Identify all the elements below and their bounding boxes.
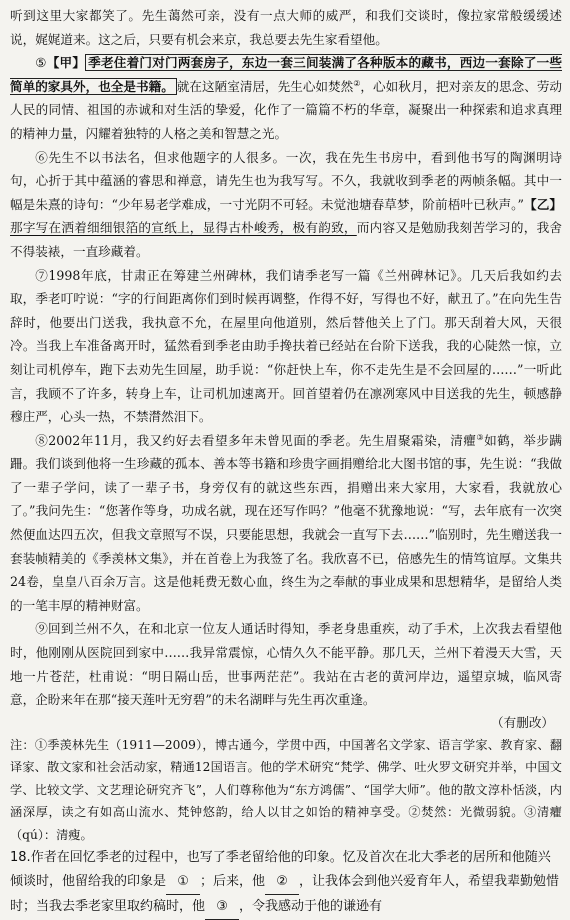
paragraph-8-text-b: 如鹤，举步蹒跚。我们谈到他将一生珍藏的孤本、善本等书籍和珍贵字画捐赠给北大图书馆的事，先生说：“我做了一辈子学问，读了一辈子书，身旁仅有的就这些东西，捐赠出来大家用，大家看，我就放心了。”我问先生：“您著作等身，功成名就，现在还写作吗？”他毫不犹豫地说：“写，去年底有一次突然便血达四五次，但我文章照写不误，只要能思想，我就会一直写下去……”临别时，先生赠送我一套装帧精美的《季羡林文集》，并在首卷上为我签了名。我欣喜不已，倍感先生的情笃谊厚。文集共24卷，皇皇八百余万言。这是他耗费无数心血，终生为之奉献的事业成果和思想精华，是留给人类的一笔丰厚的精神财富。: [10, 432, 563, 613]
footnote-ref-3: ③: [476, 432, 485, 442]
paragraph-6-text-a: 先生不以书法名，但求他题字的人很多。一次，我在先生书房中，看到他书写的陶渊明诗句，心折于其中蕴涵的睿思和禅意，请先生也为我写写。不久，我就收到季老的两帧条幅。其中一幅是朱熹的诗句：“少年易老学难成，一寸光阴不可轻。未觉池塘春草梦，阶前梧叶已秋声。”: [10, 149, 563, 212]
paragraph-5: [10, 51, 562, 145]
question-text-d: ，令我感动于他的谦逊有: [239, 899, 383, 915]
question-text-c: ，让我体会到他兴爱育年人，希望我辈勤勉惜时；当我去季老家里取约稿时，他: [10, 874, 560, 915]
marker-jia: 【甲】: [46, 55, 86, 71]
paragraph-number: ⑥: [35, 149, 49, 165]
paragraph-number: ⑧: [35, 432, 49, 448]
paragraph-number: ⑤: [35, 55, 47, 71]
question-text-b: ；后来，他: [200, 874, 266, 890]
annotation-notes: [10, 734, 562, 847]
question-18: [10, 846, 562, 920]
paragraph-8-text-a: 2002年11月，我又约好去看望多年未曾见面的季老。先生眉聚霜染，清癯: [48, 432, 477, 448]
notes-label: 注：: [10, 737, 35, 752]
paragraph-5-text-b: ，心如秋月，把对亲友的思念、劳动人民的同情、祖国的赤诚和对生活的挚爱，化作了一篇篇不朽的华章，凝聚出一种探索和追求真理的精神力量，闪耀着独特的人格之美和智慧之光。: [10, 78, 563, 141]
paragraph-5-text-a: 就在这陋室清居，先生心如焚然: [176, 78, 354, 94]
answer-blank-3[interactable]: ③: [205, 895, 239, 920]
paragraph-intro: 听到这里大家都笑了。先生蔼然可亲，没有一点大师的威严，和我们交谈时，像拉家常般缓缓述说，娓娓道来。这之后，只要有机会来京，我总要去先生家看望他。: [10, 8, 562, 47]
notes-text: ①季羡林先生（1911—2009），博古通今，学贯中西，中国著名文学家、语言学家、教育家、翻译家、散文家和社会活动家，精通12国语言。他的学术研究“梵学、佛学、吐火罗文研究并举，中国文学、比较文学、文艺理论研究齐飞”，人们尊称他为“东方鸿儒”、“国学大师”。他的散文淳朴恬淡，内涵深厚，读之有如高山流水、梵钟悠韵，给人以甘之如饴的精神享受。②焚然：光微弱貌。③清癯（qú）：清瘦。: [10, 737, 563, 842]
paragraph-9-text: 回到兰州不久，在和北京一位友人通话时得知，季老身患重疾，动了手术，上次我去看望他时，他刚刚从医院回到家中……我异常震惊，心情久久不能平静。那几天，兰州下着漫天大雪，天地一片苍茫，杜甫说：“明日隔山岳，世事两茫茫”。我站在古老的黄河岸边，遥望京城，临风寄意，企盼来年在那“接天莲叶无穷碧”的未名湖畔与先生再次重逢。: [10, 621, 563, 708]
answer-blank-2[interactable]: ②: [265, 870, 299, 895]
underlined-sentence-yi: 那字写在洒着细细银箔的宣纸上，显得古朴峻秀，极有韵致，: [10, 220, 357, 236]
marker-yi: 【乙】: [523, 196, 563, 212]
paragraph-6-text-b: 而内容又是勉励我刻苦学习的，我舍不得装裱，一直珍藏着。: [10, 220, 563, 259]
paragraph-number: ⑦: [35, 267, 49, 283]
answer-blank-1[interactable]: ①: [166, 870, 200, 895]
paragraph-8: [10, 429, 562, 618]
paragraph-6: [10, 146, 562, 264]
source-note: （有删改）: [491, 714, 554, 730]
underlined-sentence-jia: 季老住着门对门两套房子，东边一套三间装满了各种版本的藏书，西边一套除了一些简单的家具外，也全是书籍。: [10, 55, 563, 94]
paragraph-number: ⑨: [35, 621, 49, 637]
paragraph-7: [10, 264, 562, 429]
question-number: 18.: [10, 850, 31, 866]
footnote-ref-2: ②: [353, 78, 361, 88]
paragraph-7-text: 1998年底，甘肃正在筹建兰州碑林，我们请季老写一篇《兰州碑林记》。几天后我如约去取，季老叮咛说：“字的行间距离你们到时候再调整，作得不好，写得也不好，献丑了。”在向先生告辞时，他要出门送我，我执意不允，在屋里向他道别，然后替他关上了门。那天刮着大风，天很冷。当我上车准备离开时，猛然看到季老由助手搀扶着已经站在台阶下送我，我的心陡然一惊，立刻让司机停车，跑下去劝先生回屋，助手说：“你赶快上车，你不走先生是不会回屋的……”一听此言，我顾不了许多，转身上车，让司机加速离开。回首望着仍在凛冽寒风中目送我的先生，顿感静穆庄严，心头一热，不禁潸然泪下。: [10, 267, 562, 425]
question-text-a: 作者在回忆季老的过程中，也写了季老留给他的印象。忆及首次在北大季老的居所和他随兴倾谈时，他留给我的印象是: [10, 850, 551, 890]
paragraph-9: [10, 617, 562, 711]
